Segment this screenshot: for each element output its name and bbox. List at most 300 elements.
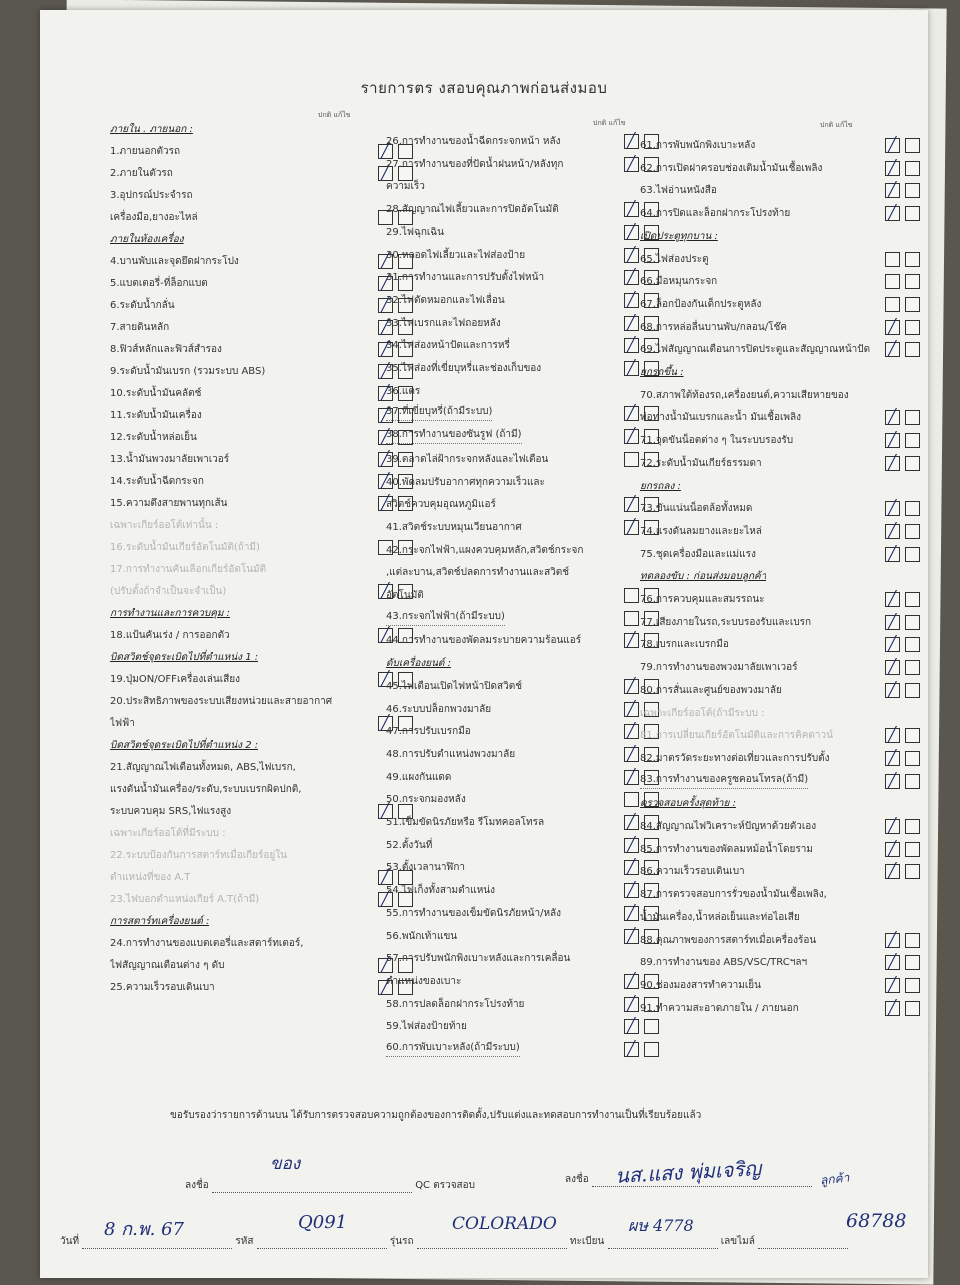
checklist-item-label: 19.ปุ่มON/OFFเครื่องเล่นเสียง — [110, 674, 240, 685]
normal-checkbox[interactable] — [885, 138, 900, 153]
normal-checkbox[interactable] — [624, 497, 639, 512]
sign-label-2: ลงชื่อ — [565, 1174, 589, 1185]
fix-checkbox[interactable] — [905, 615, 920, 630]
normal-checkbox[interactable] — [885, 274, 900, 289]
checklist-item-label: 34.ไฟส่องหน้าปัดและการหรี่ — [386, 340, 510, 352]
normal-checkbox[interactable] — [624, 633, 639, 648]
checklist-item-label: ตำแหน่งของเบาะ — [386, 975, 462, 987]
fix-checkbox[interactable] — [905, 501, 920, 516]
checklist-item-label: 62.การเปิดฝาครอบช่องเติมน้ำมันเชื้อเพลิง — [640, 162, 823, 174]
check-mark-icon: ╱ — [888, 409, 897, 426]
fix-checkbox[interactable] — [905, 728, 920, 743]
check-mark-icon: ╱ — [381, 957, 390, 973]
check-mark-icon: ╱ — [627, 745, 636, 762]
checklist-item-label: 20.ประสิทธิภาพของระบบเสียงหน่วยและสายอากาศ — [110, 696, 333, 707]
fix-checkbox[interactable] — [905, 978, 920, 993]
registration-field[interactable] — [608, 1238, 718, 1249]
checklist-item-label: 43.กระจกไฟฟ้า(ถ้ามีระบบ) — [386, 609, 505, 626]
checklist-item-label: 50.กระจกมองหลัง — [386, 794, 466, 806]
fix-checkbox[interactable] — [905, 1001, 920, 1016]
fix-checkbox[interactable] — [644, 1042, 659, 1057]
normal-checkbox[interactable] — [624, 1019, 639, 1034]
qc-label: QC ตรวจสอบ — [415, 1180, 476, 1191]
check-mark-icon: ╱ — [888, 432, 897, 449]
checklist-item-label: บิดสวิตช์จุดระเบิดไปที่ตำแหน่ง 2 : — [110, 740, 259, 751]
checklist-item-label: 66.มือหมุนกระจก — [640, 276, 718, 288]
normal-checkbox[interactable] — [624, 997, 639, 1012]
normal-checkbox[interactable] — [885, 320, 900, 335]
checklist-item-label: 16.ระดับน้ำมันเกียร์อัตโนมัติ(ถ้ามี) — [110, 542, 260, 553]
checklist-item-label: 81.การเปลี่ยนเกียร์อัตโนมัติและการคิคดาวน์ — [640, 730, 833, 742]
fix-checkbox[interactable] — [905, 842, 920, 857]
column-header-2: ปกติ แก้ไข — [593, 119, 626, 127]
mileage-field[interactable] — [758, 1238, 848, 1249]
fix-checkbox[interactable] — [905, 161, 920, 176]
fix-checkbox[interactable] — [905, 524, 920, 539]
normal-checkbox[interactable] — [624, 338, 639, 353]
normal-checkbox[interactable] — [885, 342, 900, 357]
checklist-item-label: 38.การทำงานของซันรูฟ (ถ้ามี) — [386, 427, 522, 444]
normal-checkbox[interactable] — [624, 770, 639, 785]
normal-checkbox[interactable] — [885, 637, 900, 652]
checklist-item-label: 32.ไฟตัดหมอกและไฟเลื่อน — [386, 294, 505, 306]
check-mark-icon: ╱ — [627, 518, 636, 535]
fix-checkbox[interactable] — [905, 637, 920, 652]
checklist-item-label: ทดลองขับ : ก่อนส่งมอบลูกค้า — [640, 571, 767, 583]
check-mark-icon: ╱ — [627, 859, 636, 876]
normal-checkbox[interactable] — [624, 906, 639, 921]
checklist-item-label: ,แต่ละบาน,สวิตช์ปลดการทำงานและสวิตช์ — [386, 567, 570, 579]
checklist-item-label: 64.การปิดและล็อกฝากระโปรงท้าย — [640, 208, 791, 220]
normal-checkbox[interactable] — [885, 615, 900, 630]
fix-checkbox[interactable] — [905, 774, 920, 789]
date-handwriting: 8 ก.พ. 67 — [104, 1219, 185, 1240]
fix-checkbox[interactable] — [905, 819, 920, 834]
reg-label: ทะเบียน — [569, 1236, 605, 1247]
check-mark-icon: ╱ — [627, 223, 636, 240]
check-mark-icon: ╱ — [381, 297, 390, 313]
check-mark-icon: ╱ — [627, 496, 636, 513]
checklist-item-label: 36.แตร — [386, 385, 421, 397]
check-mark-icon: ╱ — [888, 999, 897, 1016]
normal-checkbox[interactable] — [885, 774, 900, 789]
normal-checkbox[interactable] — [624, 929, 639, 944]
checklist-item-label: 54.ไฟเก็งทั้งสามตำแหน่ง — [386, 885, 496, 897]
checklist-item-label: 52.ตั้งวันที่ — [386, 839, 433, 851]
checklist-item-label: 26.การทำงานของน้ำฉีดกระจกหน้า หลัง — [386, 136, 561, 147]
checklist-item-label: ระบบควบคุม SRS,ไฟแรงสูง — [110, 806, 232, 817]
normal-checkbox[interactable] — [624, 611, 639, 626]
checklist-item-label: 44.การทำงานของพัดลมระบายความร้อนแอร์ — [386, 635, 582, 647]
normal-checkbox[interactable] — [885, 410, 900, 425]
check-mark-icon: ╱ — [627, 428, 636, 445]
check-mark-icon: ╱ — [888, 522, 897, 539]
checklist-item-label: 61.การพับพนักพิงเบาะหลัง — [640, 140, 756, 151]
fix-checkbox[interactable] — [905, 410, 920, 425]
checklist-item-label: 76.การควบคุมและสมรรถนะ — [640, 594, 765, 605]
qc-signature-handwriting: ของ — [270, 1154, 301, 1174]
checklist-item-label: 60.การพับเบาะหลัง(ถ้ามีระบบ) — [386, 1040, 520, 1057]
normal-checkbox[interactable] — [885, 297, 900, 312]
checklist-item-label: ความเร็ว — [386, 181, 425, 193]
checklist-item-label: ภายใน . ภายนอก : — [110, 124, 193, 135]
check-mark-icon: ╱ — [888, 182, 897, 199]
checklist-item-label: 13.น้ำมันพวงมาลัยเพาเวอร์ — [110, 454, 230, 465]
normal-checkbox[interactable] — [624, 361, 639, 376]
checklist-item-label: 85.การทำงานของพัดลมหม้อน้ำโดยราม — [640, 843, 813, 855]
checklist-item-label: 22.ระบบป้องกันการสตาร์ทเมื่อเกียร์อยู่ใน — [110, 850, 287, 861]
check-mark-icon: ╱ — [381, 803, 390, 819]
checklist-item-label: 58.การปลดล็อกฝากระโปรงท้าย — [386, 998, 525, 1010]
checklist-item-label: 28.สัญญาณไฟเลี้ยวและการปิดอัตโนมัติ — [386, 204, 559, 216]
qc-signature-line — [185, 1178, 475, 1193]
checklist-item-label: ตรวจสอบครั้งสุดท้าย : — [640, 798, 736, 810]
check-mark-icon: ╱ — [627, 882, 636, 899]
checklist-item-label: ภายในห้องเครื่อง — [110, 234, 184, 245]
normal-checkbox[interactable] — [885, 501, 900, 516]
checklist-item-label: 30.หลอดไฟเลี้ยวและไฟส่องป้าย — [386, 249, 526, 261]
normal-checkbox[interactable] — [885, 547, 900, 562]
check-mark-icon: ╱ — [888, 613, 897, 630]
check-mark-icon: ╱ — [888, 159, 897, 176]
checklist-item-label: 3.อุปกรณ์ประจำรถ — [110, 190, 193, 201]
fix-checkbox[interactable] — [644, 1019, 659, 1034]
normal-checkbox[interactable] — [885, 660, 900, 675]
checklist-item-label: 11.ระดับน้ำมันเครื่อง — [110, 410, 202, 421]
normal-checkbox[interactable] — [885, 524, 900, 539]
checklist-item-label: ไฟฟ้า — [110, 718, 135, 729]
fix-checkbox[interactable] — [905, 933, 920, 948]
inspection-form-sheet — [40, 10, 928, 1278]
check-mark-icon: ╱ — [888, 931, 897, 948]
check-mark-icon: ╱ — [888, 954, 897, 971]
check-mark-icon: ╱ — [627, 1018, 636, 1035]
normal-checkbox[interactable] — [624, 293, 639, 308]
certification-statement: ขอรับรองว่ารายการด้านบน ได้รับการตรวจสอบความถูกต้องของการติดตั้ง,ปรับแต่งและทดสอบการทำงานเป็นที่เรียบร้อยแล้ว — [170, 1110, 702, 1121]
normal-checkbox[interactable] — [624, 974, 639, 989]
normal-checkbox[interactable] — [885, 183, 900, 198]
check-mark-icon: ╱ — [627, 133, 636, 149]
checklist-item-label: 12.ระดับน้ำหล่อเย็น — [110, 432, 197, 443]
checklist-item-label: 1.ภายนอกตัวรถ — [110, 146, 181, 157]
check-mark-icon: ╱ — [888, 659, 897, 676]
normal-checkbox[interactable] — [624, 316, 639, 331]
checklist-item-label: 79.การทำงานของพวงมาลัยเพาเวอร์ — [640, 662, 798, 674]
fix-checkbox[interactable] — [905, 864, 920, 879]
fix-checkbox[interactable] — [905, 320, 920, 335]
check-mark-icon: ╱ — [381, 979, 390, 995]
normal-checkbox[interactable] — [885, 864, 900, 879]
code-handwriting: Q091 — [298, 1212, 348, 1233]
checklist-item-label: 31.การทำงานและการปรับตั้งไฟหน้า — [386, 272, 545, 284]
checklist-item-label: 49.แผงกันแดด — [386, 771, 452, 783]
checklist-item-label: 4.บานพับและจุดยึดฝากระโปง — [110, 256, 239, 267]
check-mark-icon: ╱ — [888, 205, 897, 222]
normal-checkbox[interactable] — [885, 592, 900, 607]
check-mark-icon: ╱ — [888, 454, 897, 471]
fix-checkbox[interactable] — [905, 683, 920, 698]
normal-checkbox[interactable] — [885, 1001, 900, 1016]
fix-checkbox[interactable] — [905, 183, 920, 198]
check-mark-icon: ╱ — [381, 869, 390, 885]
checklist-item-label: 68.การหล่อลื่นบานพับ/กลอน/โช๊ค — [640, 321, 787, 333]
customer-label: ลูกค้า — [819, 1170, 850, 1188]
check-mark-icon: ╱ — [627, 972, 636, 989]
column-header-3: ปกติ แก้ไข — [820, 121, 853, 129]
check-mark-icon: ╱ — [627, 700, 636, 717]
check-mark-icon: ╱ — [381, 363, 390, 379]
check-mark-icon: ╱ — [627, 836, 636, 853]
checklist-item-label: 71.จุดขันน็อตต่าง ๆ ในระบบรองรับ — [640, 435, 794, 447]
normal-checkbox[interactable] — [624, 792, 639, 807]
checklist-item-label: 77.เสียงภายในรถ,ระบบรองรับและเบรก — [640, 616, 812, 628]
check-mark-icon: ╱ — [627, 1041, 636, 1057]
customer-signature-handwriting: นส.แสง พุ่มเจริญ — [614, 1156, 762, 1188]
code-field[interactable] — [257, 1238, 387, 1249]
checklist-item-label: 84.สัญญาณไฟวิเคราะห์ปัญหาด้วยตัวเอง — [640, 821, 817, 832]
checklist-item-label: 59.ไฟส่องป้ายท้าย — [386, 1021, 467, 1033]
fix-checkbox[interactable] — [905, 547, 920, 562]
check-mark-icon: ╱ — [627, 246, 636, 263]
checklist-item-label: สวิตช์ควบคุมอุณหภูมิแอร์ — [386, 499, 496, 511]
registration-handwriting: ผษ 4778 — [628, 1216, 694, 1235]
checklist-item-label: 83.การทำงานของครูซคอนโทรล(ถ้ามี) — [640, 772, 808, 789]
checklist-item-label: 40.พัดลมปรับอากาศทุกความเร็วและ — [386, 476, 545, 488]
checklist-item-label: 57.การปรับพนักพิงเบาะหลังและการเคลื่อน — [386, 953, 571, 965]
checklist-item-label: เครื่องมือ,ยางอะไหล่ — [110, 212, 198, 223]
normal-checkbox[interactable] — [624, 406, 639, 421]
model-field[interactable] — [417, 1238, 567, 1249]
checklist-item-label: 14.ระดับน้ำฉีดกระจก — [110, 476, 204, 487]
normal-checkbox[interactable] — [885, 206, 900, 221]
check-mark-icon: ╱ — [627, 768, 636, 785]
checklist-item-label: 42.กระจกไฟฟ้า,แผงควบคุมหลัก,สวิตช์กระจก — [386, 544, 584, 556]
fix-checkbox[interactable] — [905, 138, 920, 153]
fix-checkbox[interactable] — [905, 955, 920, 970]
normal-checkbox[interactable] — [885, 955, 900, 970]
checklist-item-label: 5.แบตเตอรี่-ที่ล็อกแบต — [110, 278, 208, 289]
check-mark-icon: ╱ — [888, 341, 897, 358]
check-mark-icon: ╱ — [888, 840, 897, 857]
check-mark-icon: ╱ — [627, 201, 636, 218]
checklist-item-label: 69.ไฟสัญญาณเตือนการปิดประตูและสัญญาณหน้าปัด — [640, 344, 871, 356]
check-mark-icon: ╱ — [627, 677, 636, 694]
check-mark-icon: ╱ — [381, 319, 390, 335]
normal-checkbox[interactable] — [624, 815, 639, 830]
fix-checkbox[interactable] — [905, 751, 920, 766]
check-mark-icon: ╱ — [627, 337, 636, 354]
normal-checkbox[interactable] — [624, 520, 639, 535]
checklist-item-label: อัตโนมัติ — [386, 590, 424, 601]
checklist-item-label: น้ำมันเครื่อง,น้ำหล่อเย็นและท่อไอเสีย — [640, 911, 800, 923]
checklist-item-label: 87.การตรวจสอบการรั่วของน้ำมันเชื้อเพลิง, — [640, 889, 827, 901]
check-mark-icon: ╱ — [381, 143, 390, 159]
checklist-item-label: 37.ที่เขี่ยบุหรี่(ถ้ามีระบบ) — [386, 404, 492, 421]
normal-checkbox[interactable] — [885, 933, 900, 948]
fix-checkbox[interactable] — [905, 433, 920, 448]
checklist-item-label: 89.การทำงานของ ABS/VSC/TRCฯลฯ — [640, 957, 808, 969]
normal-checkbox[interactable] — [885, 751, 900, 766]
check-mark-icon: ╱ — [381, 473, 390, 489]
checklist-item-label: 24.การทำงานของแบตเตอรี่และสตาร์ทเตอร์, — [110, 938, 304, 949]
checklist-item-label: 48.การปรับตำแหน่งพวงมาลัย — [386, 748, 516, 760]
checklist-item-label: ดับเครื่องยนต์ : — [386, 658, 451, 670]
date-label: วันที่ — [60, 1236, 80, 1247]
check-mark-icon: ╱ — [888, 863, 897, 880]
check-mark-icon: ╱ — [888, 137, 897, 153]
checklist-item-label: 10.ระดับน้ำมันคลัตช์ — [110, 388, 202, 399]
check-mark-icon: ╱ — [381, 341, 390, 357]
normal-checkbox[interactable] — [624, 702, 639, 717]
checklist-item-label: 41.สวิตช์ระบบหมุนเวียนอากาศ — [386, 521, 522, 533]
checklist-item-label: 65.ไฟส่องประตู — [640, 253, 709, 265]
checklist-item-label: 18.แป้นคันเร่ง / การออกตัว — [110, 630, 230, 641]
fix-checkbox[interactable] — [905, 592, 920, 607]
normal-checkbox[interactable] — [624, 1042, 639, 1057]
check-mark-icon: ╱ — [888, 681, 897, 698]
check-mark-icon: ╱ — [627, 995, 636, 1012]
check-mark-icon: ╱ — [381, 671, 390, 687]
checklist-item-label: บิดสวิตช์จุดระเบิดไปที่ตำแหน่ง 1 : — [110, 652, 259, 663]
checklist-item-label: 90.ช่องมองสารทำความเย็น — [640, 979, 761, 991]
checklist-item-label: ยกรถขึ้น : — [640, 367, 684, 378]
normal-checkbox[interactable] — [885, 728, 900, 743]
checklist-item-label: เฉพาะเกียร์ออโต้ที่มีระบบ : — [110, 828, 226, 839]
normal-checkbox[interactable] — [624, 724, 639, 739]
checklist-item-label: 86.ความเร็วรอบเดินเบา — [640, 866, 745, 878]
normal-checkbox[interactable] — [624, 429, 639, 444]
check-mark-icon: ╱ — [627, 155, 636, 172]
checklist-item-label: 39.ตลาดไล่ฝ้ากระจกหลังและไฟเตือน — [386, 453, 549, 465]
checklist-item-label: 73.ขันแน่นน็อตล้อทั้งหมด — [640, 503, 753, 515]
checklist-item-label: 23.ไฟบอกตำแหน่งเกียร์ A.T(ถ้ามี) — [110, 894, 260, 905]
fix-checkbox[interactable] — [905, 297, 920, 312]
checklist-item-label: 6.ระดับน้ำกลั่น — [110, 300, 175, 311]
checklist-item-label: 27.การทำงานของที่ปัดน้ำฝนหน้า/หลังทุก — [386, 158, 564, 170]
fix-checkbox[interactable] — [905, 660, 920, 675]
checklist-item-label: การสตาร์ทเครื่องยนต์ : — [110, 916, 210, 927]
check-mark-icon: ╱ — [888, 976, 897, 993]
column-header-1: ปกติ แก้ไข — [318, 111, 351, 119]
checklist-item-label: 8.ฟิวส์หลักและฟิวส์สำรอง — [110, 344, 222, 355]
checklist-item-label: 55.การทำงานของเข็มขัดนิรภัยหน้า/หลัง — [386, 907, 562, 919]
checklist-item-label: 21.สัญญาณไฟเตือนทั้งหมด, ABS,ไฟเบรก, — [110, 762, 296, 773]
check-mark-icon: ╱ — [381, 385, 390, 401]
fix-checkbox[interactable] — [905, 206, 920, 221]
normal-checkbox[interactable] — [885, 456, 900, 471]
normal-checkbox[interactable] — [885, 433, 900, 448]
check-mark-icon: ╱ — [888, 318, 897, 335]
checklist-item-label: ยกรถลง : — [640, 480, 681, 492]
check-mark-icon: ╱ — [627, 360, 636, 376]
normal-checkbox[interactable] — [885, 842, 900, 857]
normal-checkbox[interactable] — [624, 134, 639, 149]
checklist-item-label: 46.ระบบปล็อกพวงมาลัย — [386, 703, 492, 715]
normal-checkbox[interactable] — [885, 252, 900, 267]
checklist-item-label: 88.คุณภาพของการสตาร์ทเมื่อเครื่องร้อน — [640, 934, 817, 946]
check-mark-icon: ╱ — [888, 727, 897, 744]
model-label: รุ่นรถ — [389, 1236, 414, 1247]
normal-checkbox[interactable] — [624, 747, 639, 762]
mileage-label: เลขไมล์ — [720, 1236, 755, 1247]
check-mark-icon: ╱ — [381, 165, 390, 181]
normal-checkbox[interactable] — [885, 819, 900, 834]
qc-signature-field[interactable] — [212, 1182, 412, 1193]
check-mark-icon: ╱ — [381, 253, 390, 269]
check-mark-icon: ╱ — [381, 715, 390, 731]
normal-checkbox[interactable] — [624, 270, 639, 285]
checklist-item-label: 35.ไฟส่องที่เขี่ยบุหรี่และช่องเก็บของ — [386, 363, 542, 374]
check-mark-icon: ╱ — [888, 545, 897, 562]
check-mark-icon: ╱ — [888, 636, 897, 653]
check-mark-icon: ╱ — [381, 495, 390, 511]
normal-checkbox[interactable] — [624, 225, 639, 240]
checklist-item-label: (ปรับตั้งถ้าจำเป็นจะจำเป็น) — [110, 586, 227, 597]
normal-checkbox[interactable] — [624, 157, 639, 172]
normal-checkbox[interactable] — [885, 683, 900, 698]
check-mark-icon: ╱ — [888, 591, 897, 607]
check-mark-icon: ╱ — [381, 627, 390, 643]
check-mark-icon: ╱ — [381, 429, 390, 445]
check-mark-icon: ╱ — [627, 269, 636, 286]
checklist-item-label: 63.ไฟอ่านหนังสือ — [640, 185, 717, 197]
fix-checkbox[interactable] — [905, 456, 920, 471]
normal-checkbox[interactable] — [624, 452, 639, 467]
check-mark-icon: ╱ — [627, 291, 636, 308]
check-mark-icon: ╱ — [381, 891, 390, 907]
checklist-item-label: 51.เข็มขัดนิรภัยหรือ รีโมทคอลโทรล — [386, 817, 545, 828]
check-mark-icon: ╱ — [888, 500, 897, 517]
checklist-item-label: 45.ไฟเตือนเปิดไฟหน้าปิดสวิตช์ — [386, 680, 523, 692]
checklist-item-label: 15.ความตึงสายพานทุกเส้น — [110, 498, 228, 509]
fix-checkbox[interactable] — [905, 342, 920, 357]
form-title: รายการตร งสอบคุณภาพก่อนส่งมอบ — [360, 79, 608, 97]
normal-checkbox[interactable] — [624, 838, 639, 853]
normal-checkbox[interactable] — [624, 588, 639, 603]
normal-checkbox[interactable] — [885, 978, 900, 993]
checklist-item-label: 80.การสั่นและศูนย์ของพวงมาลัย — [640, 684, 782, 696]
checklist-item-label: 91.ทำความสะอาดภายใน / ภายนอก — [640, 1002, 799, 1014]
checklist-item-label: 74.แรงดันลมยางและยะไหล่ — [640, 525, 762, 537]
model-handwriting: COLORADO — [452, 1214, 557, 1234]
check-mark-icon: ╱ — [627, 723, 636, 740]
checklist-item-label: 47.การปรับเบรกมือ — [386, 726, 471, 738]
normal-checkbox[interactable] — [624, 202, 639, 217]
checklist-item-label: 17.การทำงานคันเลือกเกียร์อัตโนมัติ — [110, 564, 267, 575]
checklist-item-label: 9.ระดับน้ำมันเบรก (รวมระบบ ABS) — [110, 366, 266, 377]
fix-checkbox[interactable] — [905, 252, 920, 267]
checklist-item-label: 33.ไฟเบรกและไฟถอยหลัง — [386, 317, 501, 329]
checklist-item-label: เฉพาะเกียร์ออโต้(ถ้ามีระบบ : — [640, 707, 765, 719]
normal-checkbox[interactable] — [624, 248, 639, 263]
check-mark-icon: ╱ — [381, 407, 390, 423]
checklist-item-label: 53.ตั้งเวลานาฬิกา — [386, 862, 466, 874]
check-mark-icon: ╱ — [627, 904, 636, 921]
check-mark-icon: ╱ — [888, 749, 897, 766]
check-mark-icon: ╱ — [381, 451, 390, 467]
checklist-item-label: 56.พนักเท้าแขน — [386, 930, 458, 942]
check-mark-icon: ╱ — [381, 583, 390, 599]
check-mark-icon: ╱ — [888, 818, 897, 834]
checklist-item-label: เปิดประตูทุกบาน : — [640, 230, 718, 242]
normal-checkbox[interactable] — [624, 883, 639, 898]
normal-checkbox[interactable] — [885, 161, 900, 176]
fix-checkbox[interactable] — [905, 274, 920, 289]
check-mark-icon: ╱ — [627, 632, 636, 649]
checklist-item-label: 67.ล็อกป้องกันเด็กประตูหลัง — [640, 298, 762, 310]
normal-checkbox[interactable] — [624, 679, 639, 694]
normal-checkbox[interactable] — [624, 860, 639, 875]
